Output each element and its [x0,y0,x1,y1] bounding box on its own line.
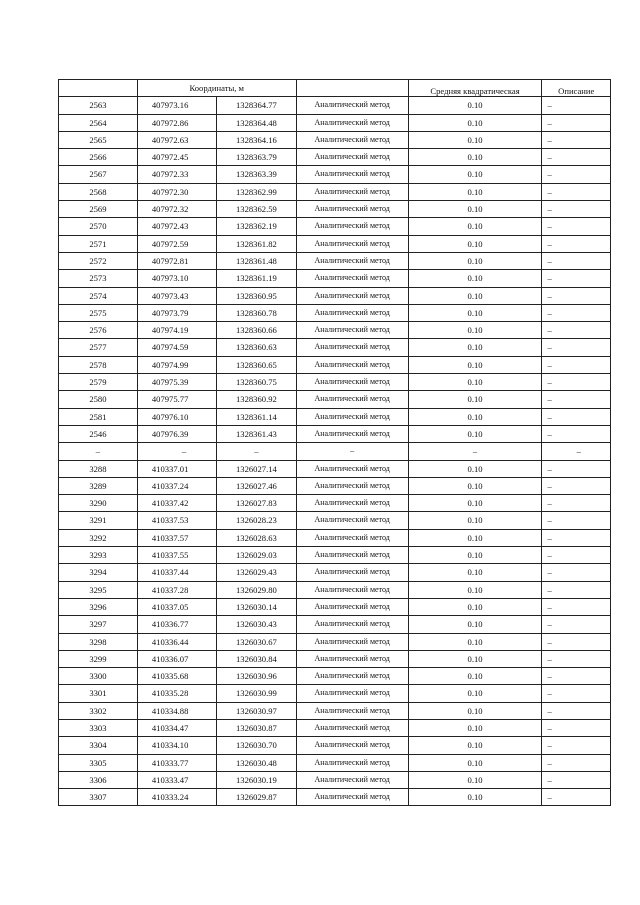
y-coordinate-cell: 1326029.43 [217,564,296,581]
x-coordinate-cell: 410337.55 [137,547,216,564]
description-cell: – [542,737,611,754]
description-cell: – [542,789,611,806]
rmse-value-cell: 0.10 [408,650,542,667]
method-cell: Аналитический метод [296,131,408,148]
rmse-value-cell: 0.10 [408,408,542,425]
description-cell: – [542,547,611,564]
description-cell: – [542,218,611,235]
method-cell: Аналитический метод [296,322,408,339]
x-coordinate-cell: 410337.53 [137,512,216,529]
method-cell: Аналитический метод [296,616,408,633]
description-cell: – [542,754,611,771]
rmse-value-cell: 0.10 [408,166,542,183]
x-coordinate-cell: – [137,443,216,460]
method-cell: Аналитический метод [296,598,408,615]
y-coordinate-cell: 1326027.46 [217,477,296,494]
point-number-cell: 2573 [59,270,138,287]
point-number-cell: 2567 [59,166,138,183]
table-row [59,201,611,218]
point-number-cell: 2574 [59,287,138,304]
method-cell: Аналитический метод [296,114,408,131]
point-number-cell: 2580 [59,391,138,408]
method-cell: Аналитический метод [296,737,408,754]
description-cell: – [542,460,611,477]
x-coordinate-cell: 410336.44 [137,633,216,650]
description-cell: – [542,304,611,321]
description-cell: – [542,771,611,788]
method-cell: Аналитический метод [296,477,408,494]
method-cell: Аналитический метод [296,374,408,391]
method-cell: Аналитический метод [296,564,408,581]
point-number-cell: 3302 [59,702,138,719]
method-cell: Аналитический метод [296,339,408,356]
description-cell: – [542,287,611,304]
method-cell: Аналитический метод [296,218,408,235]
y-coordinate-cell: 1326029.03 [217,547,296,564]
description-cell: – [542,131,611,148]
description-cell: – [542,616,611,633]
x-coordinate-cell: 407972.32 [137,201,216,218]
point-number-cell: 3301 [59,685,138,702]
description-cell: – [542,166,611,183]
method-cell: Аналитический метод [296,252,408,269]
x-coordinate-cell: 410337.01 [137,460,216,477]
method-cell: Аналитический метод [296,581,408,598]
description-cell: – [542,322,611,339]
description-cell: – [542,633,611,650]
x-coordinate-cell: 410333.24 [137,789,216,806]
description-cell: – [542,581,611,598]
table-row [59,702,611,719]
table-row [59,668,611,685]
point-number-cell: 2566 [59,149,138,166]
x-coordinate-cell: 410335.68 [137,668,216,685]
y-coordinate-cell: 1326030.14 [217,598,296,615]
table-row [59,512,611,529]
y-coordinate-cell: 1328361.14 [217,408,296,425]
description-cell: – [542,149,611,166]
table-row [59,754,611,771]
y-coordinate-cell: 1328363.79 [217,149,296,166]
x-coordinate-cell: 410335.28 [137,685,216,702]
table-row [59,581,611,598]
table-row [59,650,611,667]
x-coordinate-cell: 410336.77 [137,616,216,633]
rmse-value-cell: 0.10 [408,183,542,200]
point-number-cell: – [59,443,138,460]
x-coordinate-cell: 407973.43 [137,287,216,304]
description-cell: – [542,201,611,218]
point-number-cell: 2568 [59,183,138,200]
point-number-cell: 3291 [59,512,138,529]
y-coordinate-cell: 1328363.39 [217,166,296,183]
x-coordinate-cell: 410337.42 [137,495,216,512]
description-cell: – [542,425,611,442]
table-row [59,737,611,754]
description-cell: – [542,235,611,252]
point-number-cell: 2581 [59,408,138,425]
table-row [59,374,611,391]
table-row [59,339,611,356]
y-coordinate-cell: 1328364.48 [217,114,296,131]
table-row [59,287,611,304]
y-coordinate-cell: 1328361.82 [217,235,296,252]
table-row [59,391,611,408]
rmse-value-cell: 0.10 [408,633,542,650]
x-coordinate-cell: 407973.79 [137,304,216,321]
table-row [59,789,611,806]
x-coordinate-cell: 407972.81 [137,252,216,269]
point-number-cell: 2569 [59,201,138,218]
y-coordinate-cell: 1328362.19 [217,218,296,235]
rmse-value-cell: 0.10 [408,564,542,581]
table-row [59,719,611,736]
point-number-cell: 2578 [59,356,138,373]
point-number-cell: 3299 [59,650,138,667]
y-coordinate-cell: 1328362.99 [217,183,296,200]
description-cell: – [542,719,611,736]
method-cell: Аналитический метод [296,460,408,477]
description-cell: – [542,339,611,356]
method-cell: Аналитический метод [296,149,408,166]
method-cell: Аналитический метод [296,529,408,546]
table-row [59,356,611,373]
method-cell: Аналитический метод [296,650,408,667]
y-coordinate-cell: 1328360.92 [217,391,296,408]
table-row [59,408,611,425]
table-row [59,443,611,460]
table-row [59,97,611,114]
point-number-cell: 3305 [59,754,138,771]
description-cell: – [542,374,611,391]
point-number-cell: 2565 [59,131,138,148]
x-coordinate-cell: 407972.63 [137,131,216,148]
table-row [59,598,611,615]
x-coordinate-cell: 407974.99 [137,356,216,373]
point-number-cell: 2577 [59,339,138,356]
y-coordinate-cell: 1326030.99 [217,685,296,702]
x-coordinate-cell: 407973.16 [137,97,216,114]
x-coordinate-cell: 410337.24 [137,477,216,494]
x-coordinate-cell: 407973.10 [137,270,216,287]
point-number-cell: 3297 [59,616,138,633]
rmse-value-cell: 0.10 [408,304,542,321]
description-cell: – [542,564,611,581]
y-coordinate-cell: 1328364.77 [217,97,296,114]
method-cell: Аналитический метод [296,166,408,183]
point-number-cell: 2571 [59,235,138,252]
point-number-cell: 3289 [59,477,138,494]
point-number-cell: 3295 [59,581,138,598]
x-coordinate-cell: 410334.10 [137,737,216,754]
rmse-value-cell: 0.10 [408,512,542,529]
point-number-cell: 2563 [59,97,138,114]
description-cell: – [542,668,611,685]
description-cell: – [542,512,611,529]
table-row [59,149,611,166]
x-coordinate-cell: 407974.19 [137,322,216,339]
method-cell: – [296,443,408,460]
point-number-cell: 3298 [59,633,138,650]
point-number-cell: 2564 [59,114,138,131]
rmse-value-cell: 0.10 [408,477,542,494]
method-cell: Аналитический метод [296,668,408,685]
rmse-value-cell: 0.10 [408,616,542,633]
method-cell: Аналитический метод [296,201,408,218]
table-row [59,685,611,702]
table-row [59,235,611,252]
y-coordinate-cell: 1328362.59 [217,201,296,218]
rmse-value-cell: 0.10 [408,201,542,218]
y-coordinate-cell: 1326027.14 [217,460,296,477]
y-coordinate-cell: 1326029.80 [217,581,296,598]
x-coordinate-cell: 407972.30 [137,183,216,200]
method-cell: Аналитический метод [296,235,408,252]
rmse-value-cell: 0.10 [408,425,542,442]
table-row [59,495,611,512]
point-number-cell: 3303 [59,719,138,736]
table-row [59,771,611,788]
y-coordinate-cell: 1328361.48 [217,252,296,269]
method-cell: Аналитический метод [296,633,408,650]
point-number-cell: 3307 [59,789,138,806]
rmse-value-cell: 0.10 [408,789,542,806]
point-number-cell: 2546 [59,425,138,442]
rmse-value-cell: 0.10 [408,252,542,269]
table-row [59,460,611,477]
point-number-cell: 2572 [59,252,138,269]
method-cell: Аналитический метод [296,408,408,425]
table-row [59,616,611,633]
method-cell: Аналитический метод [296,270,408,287]
rmse-value-cell: 0.10 [408,771,542,788]
rmse-value-cell: 0.10 [408,149,542,166]
y-coordinate-cell: 1328360.78 [217,304,296,321]
y-coordinate-cell: 1326030.84 [217,650,296,667]
y-coordinate-cell: 1326030.97 [217,702,296,719]
coordinates-table [58,79,611,806]
rmse-value-cell: 0.10 [408,719,542,736]
y-coordinate-cell: 1328360.75 [217,374,296,391]
y-coordinate-cell: 1326029.87 [217,789,296,806]
method-cell: Аналитический метод [296,685,408,702]
table-row [59,270,611,287]
x-coordinate-cell: 407972.59 [137,235,216,252]
y-coordinate-cell: 1326028.63 [217,529,296,546]
y-coordinate-cell: 1326030.67 [217,633,296,650]
rmse-value-cell: 0.10 [408,495,542,512]
y-coordinate-cell: 1326030.87 [217,719,296,736]
rmse-value-cell: 0.10 [408,598,542,615]
table-row [59,131,611,148]
description-cell: – [542,114,611,131]
x-coordinate-cell: 407975.77 [137,391,216,408]
description-cell: – [542,529,611,546]
x-coordinate-cell: 407976.10 [137,408,216,425]
rmse-value-cell: 0.10 [408,287,542,304]
rmse-value-cell: 0.10 [408,322,542,339]
rmse-value-cell: 0.10 [408,114,542,131]
method-cell: Аналитический метод [296,97,408,114]
header-coordinates: Координаты, м [137,80,296,97]
table-row [59,218,611,235]
y-coordinate-cell: 1326030.19 [217,771,296,788]
method-cell: Аналитический метод [296,304,408,321]
method-cell: Аналитический метод [296,287,408,304]
x-coordinate-cell: 407974.59 [137,339,216,356]
description-cell: – [542,495,611,512]
point-number-cell: 3292 [59,529,138,546]
method-cell: Аналитический метод [296,495,408,512]
point-number-cell: 3288 [59,460,138,477]
method-cell: Аналитический метод [296,719,408,736]
rmse-value-cell: 0.10 [408,339,542,356]
coordinates-sheet [58,79,611,806]
method-cell: Аналитический метод [296,183,408,200]
rmse-value-cell: 0.10 [408,529,542,546]
x-coordinate-cell: 407972.86 [137,114,216,131]
table-row [59,322,611,339]
table-row [59,304,611,321]
rmse-value-cell: 0.10 [408,737,542,754]
point-number-cell: 3290 [59,495,138,512]
method-cell: Аналитический метод [296,789,408,806]
method-cell: Аналитический метод [296,425,408,442]
description-cell: – [542,183,611,200]
point-number-cell: 2576 [59,322,138,339]
point-number-cell: 2579 [59,374,138,391]
header-point-cell [59,80,138,97]
description-cell: – [542,650,611,667]
description-cell: – [542,356,611,373]
table-row [59,183,611,200]
rmse-value-cell: 0.10 [408,235,542,252]
method-cell: Аналитический метод [296,356,408,373]
x-coordinate-cell: 407975.39 [137,374,216,391]
method-cell: Аналитический метод [296,391,408,408]
table-row [59,425,611,442]
rmse-value-cell: 0.10 [408,270,542,287]
y-coordinate-cell: 1326030.43 [217,616,296,633]
y-coordinate-cell: 1328364.16 [217,131,296,148]
rmse-value-cell: 0.10 [408,356,542,373]
rmse-value-cell: 0.10 [408,374,542,391]
table-row [59,114,611,131]
x-coordinate-cell: 410336.07 [137,650,216,667]
table-row [59,633,611,650]
description-cell: – [542,685,611,702]
method-cell: Аналитический метод [296,754,408,771]
point-number-cell: 3294 [59,564,138,581]
description-cell: – [542,702,611,719]
rmse-value-cell: 0.10 [408,754,542,771]
description-cell: – [542,270,611,287]
table-row [59,166,611,183]
point-number-cell: 2570 [59,218,138,235]
rmse-value-cell: 0.10 [408,97,542,114]
y-coordinate-cell: 1328360.65 [217,356,296,373]
x-coordinate-cell: 410337.28 [137,581,216,598]
description-cell: – [542,408,611,425]
table-row [59,529,611,546]
y-coordinate-cell: 1326028.23 [217,512,296,529]
x-coordinate-cell: 410334.47 [137,719,216,736]
table-body [59,97,611,806]
description-cell: – [542,477,611,494]
y-coordinate-cell: 1328360.95 [217,287,296,304]
x-coordinate-cell: 410337.57 [137,529,216,546]
y-coordinate-cell: 1328361.19 [217,270,296,287]
x-coordinate-cell: 410334.88 [137,702,216,719]
x-coordinate-cell: 410333.77 [137,754,216,771]
rmse-value-cell: 0.10 [408,131,542,148]
y-coordinate-cell: 1326030.48 [217,754,296,771]
table-header-row [59,80,611,97]
rmse-value-cell: 0.10 [408,685,542,702]
point-number-cell: 3304 [59,737,138,754]
description-cell: – [542,598,611,615]
header-method-cell [296,80,408,97]
point-number-cell: 3300 [59,668,138,685]
x-coordinate-cell: 407972.33 [137,166,216,183]
y-coordinate-cell: 1328361.43 [217,425,296,442]
point-number-cell: 2575 [59,304,138,321]
description-cell: – [542,443,611,460]
header-rmse: Средняя квадратическая [408,80,542,97]
y-coordinate-cell: – [217,443,296,460]
x-coordinate-cell: 410337.44 [137,564,216,581]
point-number-cell: 3306 [59,771,138,788]
method-cell: Аналитический метод [296,702,408,719]
header-description: Описание [542,80,611,97]
rmse-value-cell: 0.10 [408,547,542,564]
y-coordinate-cell: 1326030.96 [217,668,296,685]
x-coordinate-cell: 410337.05 [137,598,216,615]
rmse-value-cell: 0.10 [408,702,542,719]
rmse-value-cell: 0.10 [408,668,542,685]
y-coordinate-cell: 1326027.83 [217,495,296,512]
method-cell: Аналитический метод [296,512,408,529]
x-coordinate-cell: 407972.45 [137,149,216,166]
method-cell: Аналитический метод [296,771,408,788]
rmse-value-cell: 0.10 [408,460,542,477]
table-row [59,547,611,564]
rmse-value-cell: 0.10 [408,391,542,408]
y-coordinate-cell: 1326030.70 [217,737,296,754]
table-row [59,252,611,269]
description-cell: – [542,252,611,269]
y-coordinate-cell: 1328360.66 [217,322,296,339]
method-cell: Аналитический метод [296,547,408,564]
rmse-value-cell: – [408,443,542,460]
rmse-value-cell: 0.10 [408,218,542,235]
point-number-cell: 3296 [59,598,138,615]
rmse-value-cell: 0.10 [408,581,542,598]
x-coordinate-cell: 407972.43 [137,218,216,235]
table-row [59,477,611,494]
x-coordinate-cell: 410333.47 [137,771,216,788]
point-number-cell: 3293 [59,547,138,564]
y-coordinate-cell: 1328360.63 [217,339,296,356]
description-cell: – [542,391,611,408]
x-coordinate-cell: 407976.39 [137,425,216,442]
description-cell: – [542,97,611,114]
table-row [59,564,611,581]
